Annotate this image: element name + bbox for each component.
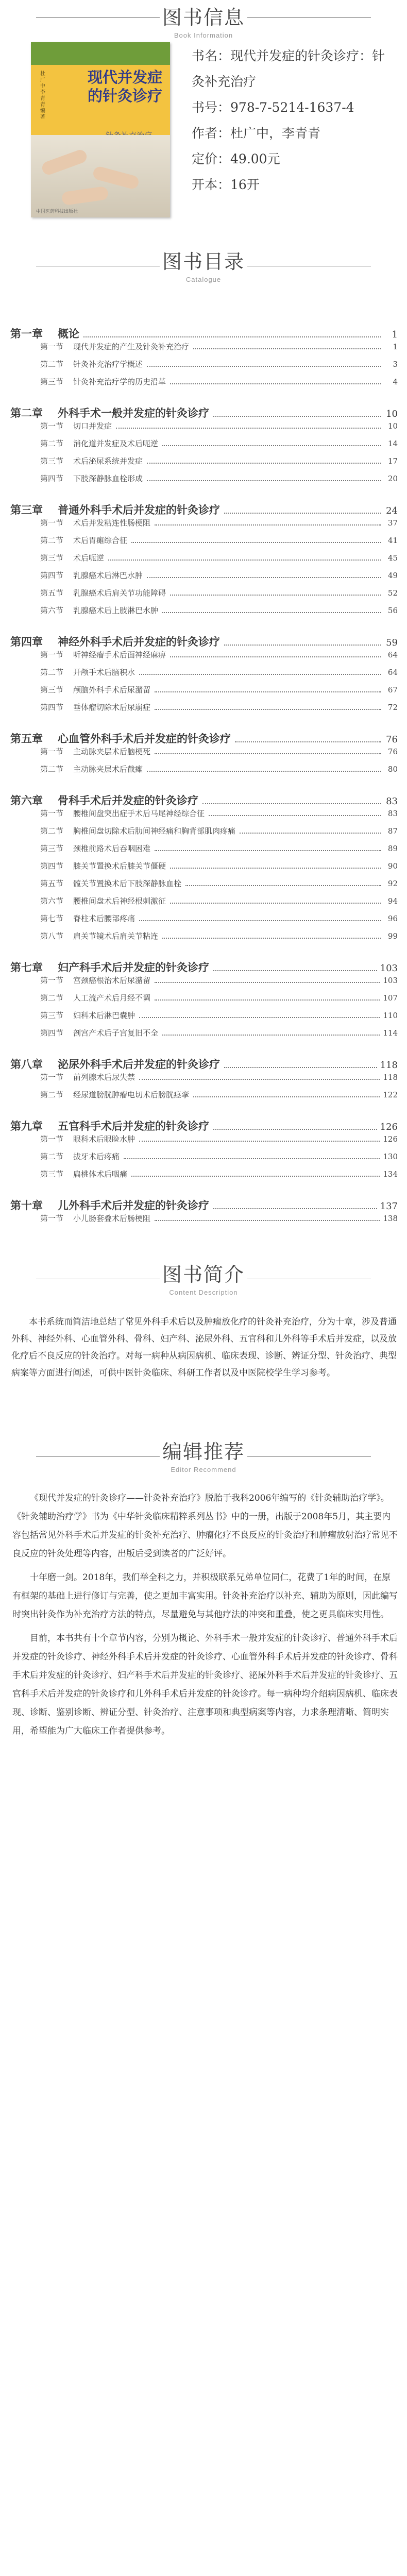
section-number: 第四节 <box>40 474 64 483</box>
leader-dots <box>224 645 381 646</box>
section-page: 99 <box>387 931 398 941</box>
section-number: 第一节 <box>40 809 64 818</box>
book-cover-image <box>31 42 170 217</box>
leader-dots <box>170 383 381 384</box>
section-number: 第六节 <box>40 896 64 906</box>
leader-dots <box>162 612 381 613</box>
section-number: 第三节 <box>40 377 64 386</box>
section-number: 第二节 <box>40 1090 64 1099</box>
leader-dots <box>155 691 381 692</box>
toc-section-item <box>10 517 398 535</box>
section-number: 第二节 <box>40 668 64 677</box>
book-info-subtitle: Book Information <box>174 31 233 39</box>
section-page: 37 <box>387 518 398 528</box>
section-number: 第三节 <box>40 685 64 694</box>
section-title: 膝关节置换术后膝关节僵硬 <box>73 861 166 871</box>
toc-section <box>0 242 407 1230</box>
section-page: 1 <box>393 342 398 351</box>
section-title: 拔牙术后疼痛 <box>73 1152 120 1161</box>
section-number: 第二节 <box>40 765 64 774</box>
section-number: 第七节 <box>40 914 64 923</box>
section-title: 经尿道膀胱肿瘤电切术后膀胱痉挛 <box>73 1090 190 1099</box>
toc-section-item <box>10 455 398 473</box>
toc-section-item <box>10 649 398 667</box>
section-title: 腰椎间盘突出症手术后马尾神经综合征 <box>73 809 205 818</box>
section-title: 垂体瘤切除术后尿崩症 <box>73 703 151 712</box>
toc-title: 图书目录 <box>162 250 245 273</box>
toc-section-item <box>10 860 398 878</box>
recommend-title: 编辑推荐 <box>162 1440 245 1463</box>
chapter-title: 神经外科手术后并发症的针灸诊疗 <box>58 636 220 648</box>
toc-section-item <box>10 570 398 587</box>
chapter-number: 第一章 <box>10 328 43 340</box>
toc-list <box>0 326 407 1230</box>
leader-dots <box>131 542 381 543</box>
recommend-paragraph: 《现代并发症的针灸诊疗——针灸补充治疗》脱胎于我科2006年编写的《针灸辅助治疗学》。《针灸辅助治疗学》书为《中华针灸临床精粹系列丛书》中的一册，出版于2008年5月，其主要内容包括常见外科手术后并发症的针灸补充治疗、肿瘤化疗不良反应的针灸治疗和肿瘤放射治疗常见不良反应的针灸处理等内容，出版后受到读者的广泛好评。 <box>12 1493 398 1559</box>
leader-dots <box>139 1017 380 1018</box>
chapter-number: 第十章 <box>10 1199 43 1212</box>
section-title: 妇科术后淋巴囊肿 <box>73 1011 135 1020</box>
section-title: 切口并发症 <box>73 421 112 431</box>
section-title: 乳腺癌术后肩关节功能障碍 <box>73 588 166 598</box>
leader-dots <box>235 741 381 742</box>
toc-section-item <box>10 702 398 719</box>
section-number: 第一节 <box>40 421 64 431</box>
toc-section-item <box>10 930 398 948</box>
leader-dots <box>202 803 381 804</box>
toc-chapter <box>10 405 398 420</box>
chapter-page: 1 <box>392 329 398 340</box>
section-page: 103 <box>383 976 398 985</box>
section-number: 第四节 <box>40 861 64 871</box>
chapter-number: 第七章 <box>10 961 43 974</box>
section-number: 第四节 <box>40 1028 64 1038</box>
section-page: 49 <box>387 571 398 580</box>
recommend-paragraph: 目前，本书共有十个章节内容，分别为概论、外科手术一般并发症的针灸诊疗、普通外科手术后并发症的针灸诊疗、神经外科手术后并发症的针灸诊疗、心血管外科手术后并发症的针灸诊疗、骨科手术后并发症的针灸诊疗、妇产科手术后并发症的针灸诊疗、泌尿外科手术后并发症的针灸诊疗、五官科手术后并发症的针灸诊疗和儿外科手术后并发症的针灸诊疗。每一病种均介绍病因病机、临床表现、诊断、鉴别诊断、辨证分型、针灸治疗、注意事项和典型病案等内容，力求条理清晰、简明实用，希望能为广大临床工作者提供参考。 <box>12 1633 398 1736</box>
leader-dots <box>116 428 381 429</box>
recommend-subtitle: Editor Recommend <box>171 1466 236 1473</box>
leader-dots <box>147 366 381 367</box>
chapter-title: 外科手术一般并发症的针灸诊疗 <box>58 407 209 419</box>
section-page: 114 <box>383 1028 398 1038</box>
leader-dots <box>139 920 381 921</box>
toc-section-item <box>10 878 398 895</box>
section-number: 第二节 <box>40 536 64 545</box>
chapter-number: 第八章 <box>10 1058 43 1071</box>
section-title: 眼科术后眼睑水肿 <box>73 1134 135 1144</box>
leader-dots <box>139 1079 380 1080</box>
toc-section-item <box>10 1133 398 1151</box>
toc-section-item <box>10 1072 398 1089</box>
leader-dots <box>108 560 381 561</box>
section-title: 剖宫产术后子宫复旧不全 <box>73 1028 159 1038</box>
section-title: 扁桃体术后咽痛 <box>73 1170 128 1179</box>
toc-section-item <box>10 359 398 376</box>
recommend-paragraph: 十年磨一剑。2018年，我们举全科之力，并积极联系兄弟单位同仁，花费了1年的时间，在原有框架的基础上进行修订与完善，使之更加丰富实用。针灸补充治疗以补充、辅助为原则，因此编写时突出针灸作为补充治疗方法的特点，尽量避免与其他疗法的冲突和重叠，使之更具临床实用性。 <box>12 1572 398 1620</box>
section-number: 第一节 <box>40 747 64 756</box>
leader-dots <box>213 416 381 417</box>
toc-section-item <box>10 684 398 702</box>
toc-header <box>0 242 407 314</box>
recommend-section <box>0 1438 407 1761</box>
leader-dots <box>213 970 377 971</box>
section-title: 肩关节镜术后肩关节粘连 <box>73 931 159 941</box>
section-title: 乳腺癌术后淋巴水肿 <box>73 571 143 580</box>
section-page: 52 <box>387 588 398 598</box>
toc-section-item <box>10 438 398 455</box>
section-title: 前列腺术后尿失禁 <box>73 1073 135 1082</box>
section-page: 64 <box>387 668 398 677</box>
section-number: 第六节 <box>40 606 64 615</box>
section-number: 第三节 <box>40 553 64 563</box>
section-title: 人工流产术后月经不调 <box>73 993 151 1003</box>
section-page: 76 <box>387 747 398 756</box>
toc-chapter <box>10 1056 398 1072</box>
toc-section-item <box>10 605 398 622</box>
toc-chapter <box>10 502 398 517</box>
toc-section-item <box>10 1168 398 1186</box>
toc-section-item <box>10 764 398 781</box>
leader-dots <box>147 463 381 464</box>
summary-header <box>0 1261 407 1297</box>
leader-dots <box>213 1208 377 1209</box>
section-title: 术后并发粘连性肠梗阻 <box>73 518 151 528</box>
leader-dots <box>209 815 381 816</box>
leader-dots <box>193 1096 380 1097</box>
toc-section-item <box>10 895 398 913</box>
summary-title: 图书简介 <box>162 1263 245 1286</box>
toc-section-item <box>10 420 398 438</box>
section-title: 术后呃逆 <box>73 553 105 563</box>
section-number: 第五节 <box>40 879 64 888</box>
section-number: 第一节 <box>40 1134 64 1144</box>
field-isbn: 书号：978-7-5214-1637-4 <box>192 100 354 115</box>
chapter-page: 83 <box>386 796 398 807</box>
chapter-page: 76 <box>386 734 398 745</box>
section-number: 第二节 <box>40 993 64 1003</box>
section-page: 45 <box>387 553 398 563</box>
section-title: 主动脉夹层术后脑梗死 <box>73 747 151 756</box>
chapter-page: 10 <box>386 409 398 419</box>
section-number: 第二节 <box>40 439 64 448</box>
recommend-header <box>0 1438 407 1475</box>
section-title: 小儿肠套叠术后肠梗阻 <box>73 1214 151 1223</box>
toc-chapter <box>10 792 398 808</box>
toc-section-item <box>10 535 398 552</box>
leader-dots <box>162 1035 380 1036</box>
section-page: 20 <box>387 474 398 483</box>
toc-section-item <box>10 1027 398 1045</box>
section-title: 乳腺癌术后上肢淋巴水肿 <box>73 606 159 615</box>
section-title: 颅脑外科手术后尿潴留 <box>73 685 151 694</box>
toc-section-item <box>10 376 398 394</box>
leader-dots <box>155 524 381 526</box>
chapter-title: 普通外科手术后并发症的针灸诊疗 <box>58 504 220 516</box>
toc-chapter <box>10 731 398 746</box>
toc-section-item <box>10 552 398 570</box>
section-page: 56 <box>387 606 398 615</box>
section-page: 90 <box>387 861 398 871</box>
toc-chapter <box>10 1197 398 1213</box>
chapter-title: 泌尿外科手术后并发症的针灸诊疗 <box>58 1058 220 1071</box>
section-title: 颈椎前路术后吞咽困难 <box>73 844 151 853</box>
leader-dots <box>147 480 381 481</box>
chapter-title: 心血管外科手术后并发症的针灸诊疗 <box>58 733 231 745</box>
recommend-body <box>0 1475 407 1740</box>
chapter-title: 妇产科手术后并发症的针灸诊疗 <box>58 961 209 974</box>
section-page: 118 <box>383 1073 398 1082</box>
cover-publisher: 中国医药科技出版社 <box>36 209 78 214</box>
leader-dots <box>139 674 381 675</box>
section-page: 10 <box>387 421 398 431</box>
leader-dots <box>155 1220 380 1221</box>
toc-section-item <box>10 1089 398 1107</box>
cover-hand-shape <box>40 148 88 176</box>
section-number: 第四节 <box>40 703 64 712</box>
section-title: 针灸补充治疗学概述 <box>73 360 143 369</box>
section-page: 89 <box>387 844 398 853</box>
section-number: 第五节 <box>40 588 64 598</box>
section-title: 开颅手术后脑积水 <box>73 668 135 677</box>
chapter-page: 24 <box>386 505 398 516</box>
section-page: 138 <box>383 1214 398 1223</box>
toc-section-item <box>10 1151 398 1168</box>
toc-section-item <box>10 746 398 764</box>
section-title: 主动脉夹层术后截瘫 <box>73 765 143 774</box>
toc-chapter <box>10 634 398 649</box>
leader-dots <box>155 999 380 1001</box>
section-title: 下肢深静脉血栓形成 <box>73 474 143 483</box>
cover-authors: 杜广中 李青青 编著 <box>40 71 45 120</box>
chapter-number: 第三章 <box>10 504 43 516</box>
leader-dots <box>155 850 381 851</box>
cover-hand-shape <box>61 186 109 206</box>
leader-dots <box>139 1141 380 1142</box>
chapter-number: 第六章 <box>10 794 43 807</box>
toc-section-item <box>10 587 398 605</box>
section-page: 72 <box>387 703 398 712</box>
summary-section <box>0 1261 407 1382</box>
cover-top-bar <box>31 42 170 65</box>
chapter-title: 概论 <box>58 328 79 340</box>
section-number: 第三节 <box>40 844 64 853</box>
toc-chapter <box>10 326 398 341</box>
chapter-page: 103 <box>380 963 398 974</box>
leader-dots <box>124 1158 380 1159</box>
section-number: 第一节 <box>40 342 64 351</box>
toc-section-item <box>10 825 398 843</box>
section-number: 第二节 <box>40 360 64 369</box>
section-page: 96 <box>387 914 398 923</box>
section-title: 消化道并发症及术后呃逆 <box>73 439 159 448</box>
leader-dots <box>162 445 381 446</box>
toc-section-item <box>10 992 398 1010</box>
field-author: 作者：杜广中，李青青 <box>192 126 321 141</box>
section-title: 腰椎间盘术后神经根刺激征 <box>73 896 166 906</box>
section-title: 宫颈癌根治术后尿潴留 <box>73 976 151 985</box>
chapter-page: 126 <box>380 1122 398 1132</box>
section-page: 17 <box>387 456 398 466</box>
toc-section-item <box>10 975 398 992</box>
toc-section-item <box>10 667 398 684</box>
leader-dots <box>170 656 381 657</box>
leader-dots <box>224 1067 377 1068</box>
section-title: 脊柱术后腰部疼痛 <box>73 914 135 923</box>
chapter-page: 59 <box>386 637 398 648</box>
section-page: 3 <box>393 360 398 369</box>
section-number: 第一节 <box>40 1073 64 1082</box>
section-page: 41 <box>387 536 398 545</box>
toc-section-item <box>10 1010 398 1027</box>
section-title: 术后泌尿系统并发症 <box>73 456 143 466</box>
chapter-number: 第九章 <box>10 1120 43 1132</box>
toc-section-item <box>10 473 398 490</box>
section-page: 67 <box>387 685 398 694</box>
toc-subtitle: Catalogue <box>185 276 222 283</box>
leader-dots <box>155 709 381 710</box>
chapter-page: 118 <box>380 1060 398 1071</box>
section-page: 107 <box>383 993 398 1003</box>
book-info-header <box>0 0 407 40</box>
chapter-title: 五官科手术后并发症的针灸诊疗 <box>58 1120 209 1132</box>
section-page: 94 <box>387 896 398 906</box>
toc-section-item <box>10 808 398 825</box>
chapter-page: 137 <box>380 1201 398 1212</box>
section-page: 87 <box>387 826 398 836</box>
section-page: 4 <box>393 377 398 386</box>
book-info-title: 图书信息 <box>162 6 245 29</box>
leader-dots <box>155 753 381 754</box>
section-title: 胸椎间盘切除术后肋间神经痛和胸背部肌肉疼痛 <box>73 826 236 836</box>
leader-dots <box>240 833 381 834</box>
section-title: 现代并发症的产生及针灸补充治疗 <box>73 342 190 351</box>
section-number: 第二节 <box>40 1152 64 1161</box>
chapter-number: 第四章 <box>10 636 43 648</box>
section-number: 第三节 <box>40 1170 64 1179</box>
toc-section-item <box>10 341 398 359</box>
section-number: 第二节 <box>40 826 64 836</box>
section-title: 术后胃瘫综合征 <box>73 536 128 545</box>
section-number: 第八节 <box>40 931 64 941</box>
section-page: 110 <box>383 1011 398 1020</box>
leader-dots <box>170 595 381 596</box>
chapter-title: 儿外科手术后并发症的针灸诊疗 <box>58 1199 209 1212</box>
section-number: 第一节 <box>40 518 64 528</box>
leader-dots <box>147 771 381 772</box>
section-title: 听神经瘤手术后面神经麻痹 <box>73 650 166 659</box>
leader-dots <box>224 513 381 514</box>
summary-subtitle: Content Description <box>169 1289 238 1296</box>
section-page: 122 <box>383 1090 398 1099</box>
leader-dots <box>185 885 381 886</box>
section-page: 14 <box>387 439 398 448</box>
section-page: 83 <box>387 809 398 818</box>
section-page: 126 <box>383 1134 398 1144</box>
leader-dots <box>83 336 381 337</box>
section-page: 80 <box>387 765 398 774</box>
summary-text: 本书系统而简洁地总结了常见外科手术后以及肿瘤放化疗的针灸补充治疗，分为十章，涉及普通外科、神经外科、心血管外科、骨科、妇产科、泌尿外科、五官科和儿外科等手术后并发症，以及放化疗后不良反应的针灸治疗。对每一病种从病因病机、临床表现、诊断、辨证分型、针灸治疗、典型病案等方面进行阐述，可供中医针灸临床、科研工作者以及中医院校学生学习参考。 <box>11 1317 397 1378</box>
field-format: 开本：16开 <box>192 177 260 192</box>
toc-section-item <box>10 1213 398 1230</box>
cover-photo <box>31 135 170 217</box>
section-number: 第三节 <box>40 1011 64 1020</box>
section-number: 第三节 <box>40 456 64 466</box>
section-page: 134 <box>383 1170 398 1179</box>
field-price: 定价：49.00元 <box>192 151 280 166</box>
section-page: 64 <box>387 650 398 659</box>
leader-dots <box>131 1176 380 1177</box>
leader-dots <box>155 982 380 983</box>
leader-dots <box>162 938 381 939</box>
field-title: 书名：现代并发症的针灸诊疗：针灸补充治疗 <box>192 48 385 89</box>
toc-chapter <box>10 1118 398 1133</box>
chapter-title: 骨科手术后并发症的针灸诊疗 <box>58 794 198 807</box>
section-number: 第一节 <box>40 976 64 985</box>
toc-section-item <box>10 913 398 930</box>
book-info-fields <box>192 43 393 198</box>
leader-dots <box>213 1129 377 1130</box>
chapter-number: 第五章 <box>10 733 43 745</box>
chapter-number: 第二章 <box>10 407 43 419</box>
leader-dots <box>147 577 381 578</box>
toc-chapter <box>10 959 398 975</box>
section-number: 第一节 <box>40 1214 64 1223</box>
leader-dots <box>170 868 381 869</box>
section-title: 针灸补充治疗学的历史沿革 <box>73 377 166 386</box>
leader-dots <box>193 348 381 349</box>
leader-dots <box>170 903 381 904</box>
section-number: 第四节 <box>40 571 64 580</box>
toc-section-item <box>10 843 398 860</box>
section-page: 130 <box>383 1152 398 1161</box>
section-number: 第一节 <box>40 650 64 659</box>
section-page: 92 <box>387 879 398 888</box>
book-info-section <box>0 0 407 242</box>
cover-title: 现代并发症的针灸诊疗 <box>87 69 162 105</box>
section-title: 髋关节置换术后下肢深静脉血栓 <box>73 879 182 888</box>
